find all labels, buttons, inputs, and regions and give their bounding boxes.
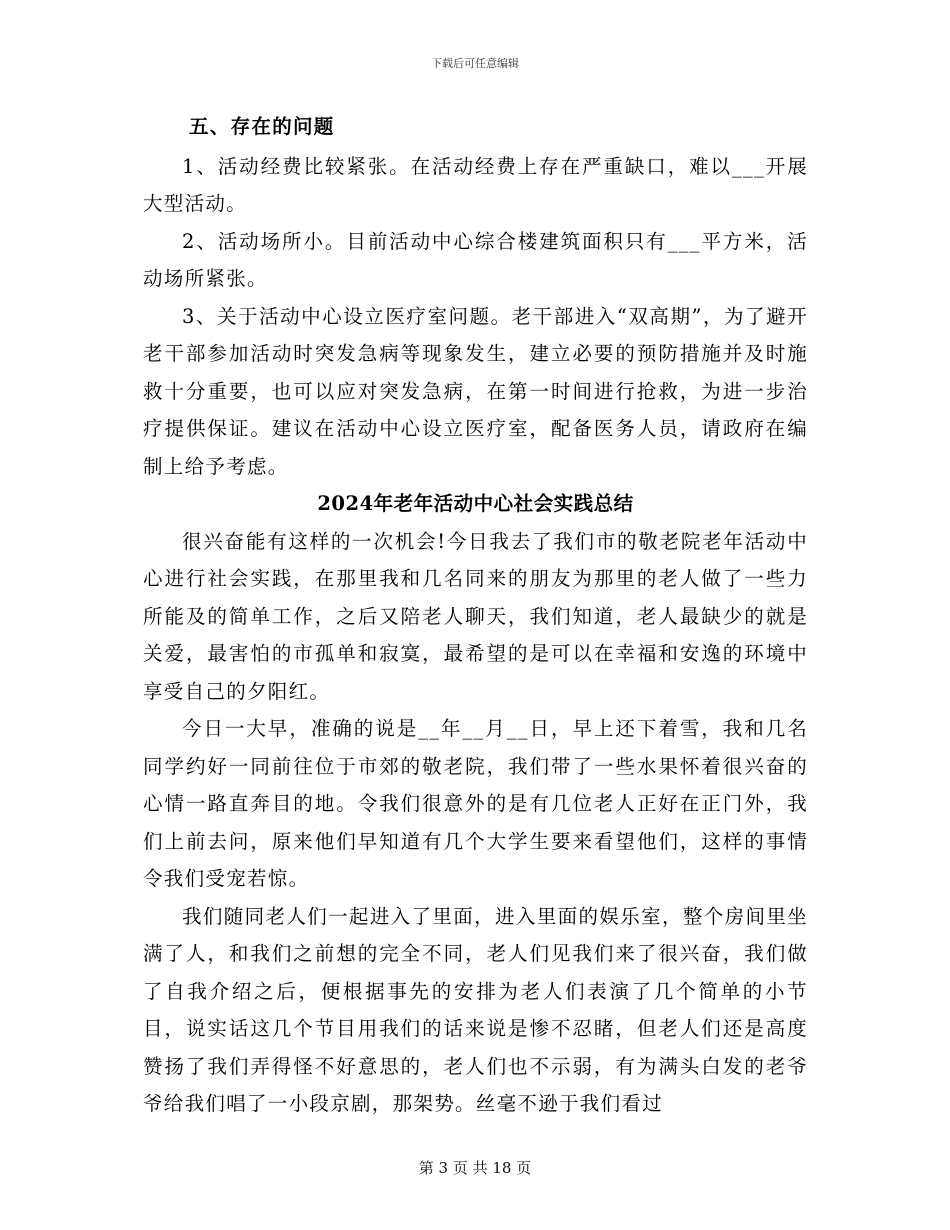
page-footer: 第 3 页 共 18 页 [418,1159,532,1177]
article-title: 2024年老年活动中心社会实践总结 [317,492,634,515]
section-heading: 五、存在的问题 [189,115,335,138]
section-paragraph-1: 1、活动经费比较紧张。在活动经费上存在严重缺口，难以___开展大型活动。 [143,154,808,215]
page-content [143,108,808,1123]
article-paragraph-3: 我们随同老人们一起进入了里面，进入里面的娱乐室，整个房间里坐满了人，和我们之前想的完全不同，老人们见我们来了很兴奋，我们做了自我介绍之后，便根据事先的安排为老人们表演了几个简单的小节目，说实话这几个节目用我们的话来说是惨不忍睹，但老人们还是高度赞扬了我们弄得怪不好意思的，老人们也不示弱，有为满头白发的老爷爷给我们唱了一小段京剧，那架势。丝毫不逊于我们看过 [143,904,808,1115]
section-paragraph-2: 2、活动场所小。目前活动中心综合楼建筑面积只有___平方米，活动场所紧张。 [143,229,808,290]
section-paragraph-3: 3、关于活动中心设立医疗室问题。老干部进入“双高期”，为了避开老干部参加活动时突发急病等现象发生，建立必要的预防措施并及时施救十分重要，也可以应对突发急病，在第一时间进行抢救，为进一步治疗提供保证。建议在活动中心设立医疗室，配备医务人员，请政府在编制上给予考虑。 [143,304,808,478]
article-paragraph-2: 今日一大早，准确的说是__年__月__日，早上还下着雪，我和几名同学约好一同前往位于市郊的敬老院，我们带了一些水果怀着很兴奋的心情一路直奔目的地。令我们很意外的是有几位老人正好在正门外，我们上前去问，原来他们早知道有几个大学生要来看望他们，这样的事情令我们受宠若惊。 [143,717,808,890]
article-paragraph-1: 很兴奋能有这样的一次机会!今日我去了我们市的敬老院老年活动中心进行社会实践，在那里我和几名同来的朋友为那里的老人做了一些力所能及的简单工作，之后又陪老人聊天，我们知道，老人最缺少的就是关爱，最害怕的市孤单和寂寞，最希望的是可以在幸福和安逸的环境中享受自己的夕阳红。 [143,529,808,703]
page-header: 下载后可任意编辑 [431,57,519,70]
